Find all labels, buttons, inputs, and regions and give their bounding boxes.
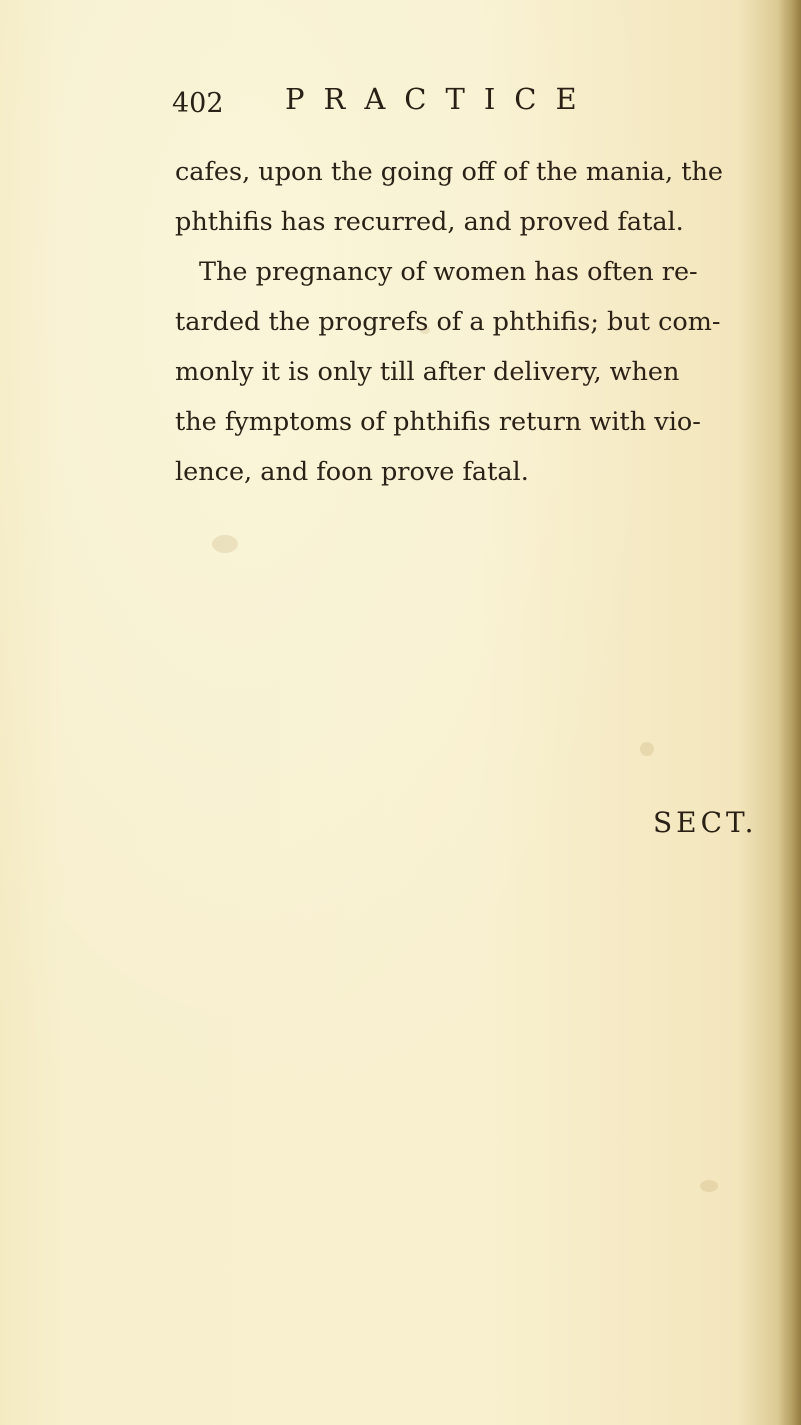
text-line: The pregnancy of women has often re- bbox=[199, 257, 698, 287]
paper-foxing-spot bbox=[700, 1180, 718, 1192]
text-line: tarded the progrefs of a phthifis; but com- bbox=[175, 307, 721, 337]
body-paragraph bbox=[175, 147, 775, 497]
text-line: cafes, upon the going off of the mania, the bbox=[175, 157, 723, 187]
page-number: 402 bbox=[172, 88, 224, 119]
page-edge-shadow bbox=[779, 0, 801, 1425]
paper-foxing-spot bbox=[212, 535, 238, 553]
text-line: the fymptoms of phthifis return with vio- bbox=[175, 407, 701, 437]
running-title: PRACTICE bbox=[285, 82, 596, 116]
catchword: SECT. bbox=[653, 806, 758, 839]
text-line: monly it is only till after delivery, when bbox=[175, 357, 680, 387]
text-line: phthifis has recurred, and proved fatal. bbox=[175, 207, 684, 237]
page-header bbox=[172, 82, 732, 122]
text-line: lence, and foon prove fatal. bbox=[175, 457, 529, 487]
paper-foxing-spot bbox=[640, 742, 654, 756]
